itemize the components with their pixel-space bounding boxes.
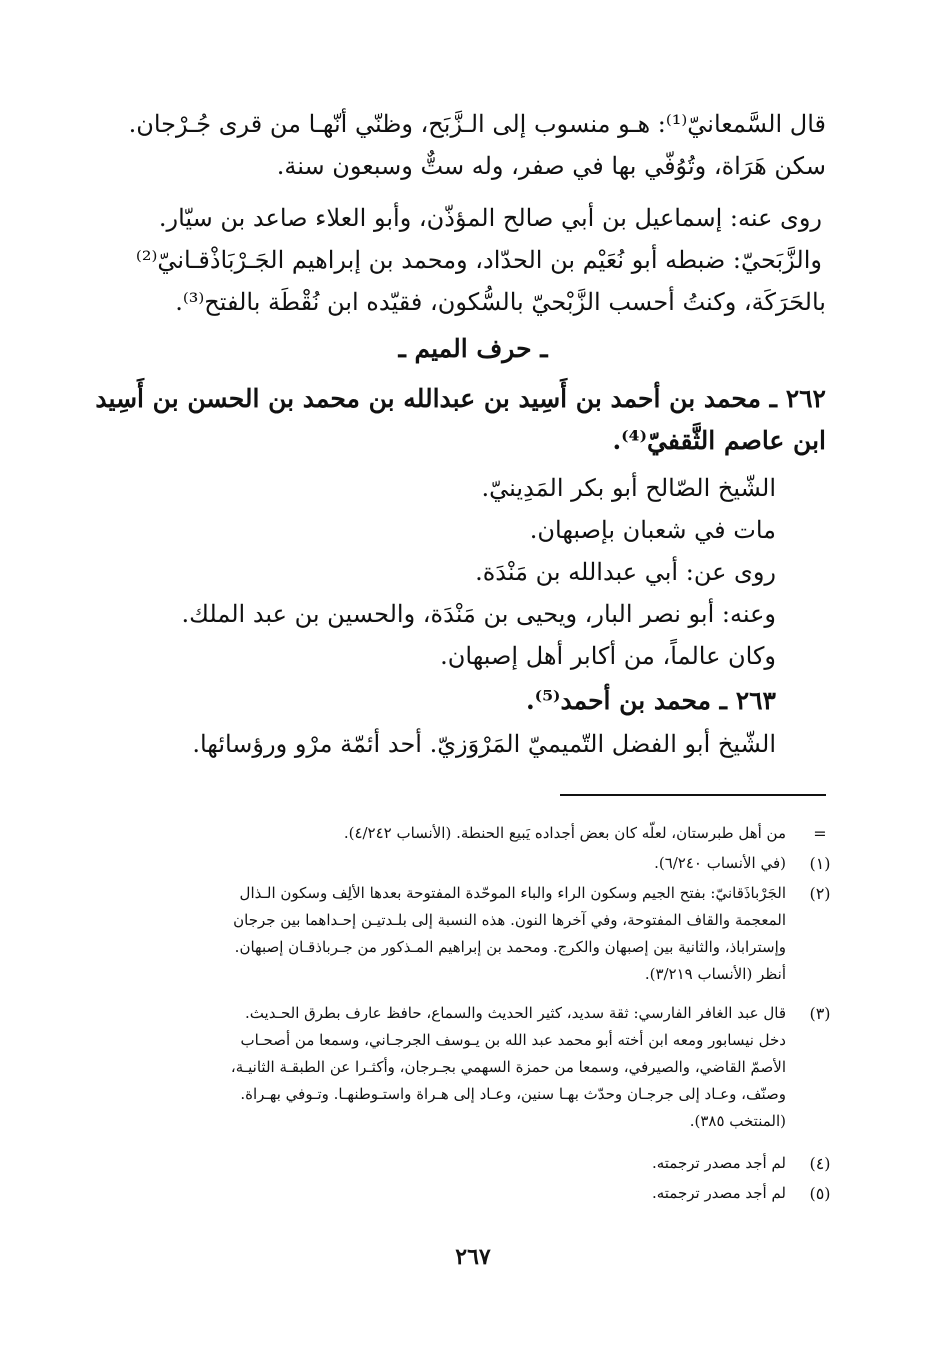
entry-262-line-1: الشّيخ الصّالح أبو بكر المَدِينيّ.	[481, 474, 776, 502]
entry-263-title: ٢٦٣ ـ محمد بن أحمد⁽⁵⁾.	[525, 686, 776, 715]
footnote-cont-line-1: من أهل طبرستان، لعلّه كان بعض أجداده يَبيع الحنطة. (الأنساب ٤/٢٤٢).	[343, 824, 786, 842]
body-line-2: سكن هَرَاة، وتُوُفّي بها في صفر، وله ستٌّ وسبعون سنة.	[276, 152, 826, 180]
footnote-5-line-1: لم أجد مصدر ترجمته.	[651, 1184, 786, 1202]
entry-263-line: الشّيخ أبو الفضل التّميميّ المَرْوَزيّ. أحد أئمّة مرْو ورؤسائها.	[192, 730, 776, 758]
page-number: ٢٦٧	[455, 1244, 491, 1270]
footnote-3-line-3: الأصمّ القاضي، والصيرفي، وسمعا من حمزة السهمي بجـرجان، وأكثـرا عن الطبقـة الثانيـة،	[230, 1058, 786, 1076]
footnote-2-line-1: الجَرْباذَقانيّ: بفتح الجيم وسكون الراء والباء الموحّدة المفتوحة بعدها الألِف وسكون الـذال	[239, 884, 786, 902]
footnote-4-line-1: لم أجد مصدر ترجمته.	[651, 1154, 786, 1172]
footnote-3-line-4: وصنّف، وعـاد إلى جرجـان وحدّث بهـا سنين، وعـاد إلى هـراة واستـوطنهـا. وتـوفي بهـراة.	[240, 1085, 786, 1103]
footnote-mark-cont: =	[813, 824, 827, 843]
body-line-3: روى عنه: إسماعيل بن أبي صالح المؤذّن، وأبو العلاء صاعد بن سيّار.	[158, 204, 822, 232]
footnote-mark-4: (٤)	[809, 1154, 831, 1173]
body-line-4: والزَّبَحيّ: ضبطه أبو نُعَيْم بن الحدّاد، ومحمد بن إبراهيم الجَـرْبَاذْقـانيّ⁽²⁾	[135, 246, 822, 274]
entry-262-line-3: روى عن: أبي عبدالله بن مَنْدَة.	[475, 558, 776, 586]
body-line-5: بالحَرَكَة، وكنتُ أحسب الزَّبْحيّ بالسُّكون، فقيّده ابن نُقْطَة بالفتح⁽³⁾.	[175, 288, 826, 316]
footnote-mark-1: (١)	[809, 854, 831, 873]
footnote-3-line-5: (المنتخب ٣٨٥).	[689, 1112, 786, 1130]
entry-262-line-4: وعنه: أبو نصر البار، ويحيى بن مَنْدَة، والحسين بن عبد الملك.	[181, 600, 776, 628]
section-heading: ـ حرف الميم ـ	[398, 334, 548, 363]
footnote-3-line-1: قال عبد الغافر الفارسي: ثقة سديد، كثير الحديث والسماع، حافظ عارف بطرق الحـديث.	[245, 1004, 786, 1022]
footnote-separator	[560, 794, 826, 796]
footnote-mark-5: (٥)	[809, 1184, 831, 1203]
entry-262-title-line1: ٢٦٢ ـ محمد بن أحمد بن أَسِيد بن عبدالله بن محمد بن الحسن بن أَسِيد	[95, 384, 826, 413]
footnote-2-line-4: أنظر (الأنساب ٣/٢١٩).	[644, 965, 786, 983]
body-line-1: قال السَّمعانيّ⁽¹⁾: هـو منسوب إلى الـزَّبَح، وظنّي أنّهـا من قرى جُـرْجان.	[128, 110, 826, 138]
entry-262-line-5: وكان عالماً، من أكابر أهل إصبهان.	[440, 642, 776, 670]
entry-262-line-2: مات في شعبان بإصبهان.	[529, 516, 776, 544]
footnote-2-line-2: المعجمة والقاف المفتوحة، وفي آخرها النون. هذه النسبة إلى بلـدتيـن إحـداهما بين جرجان	[233, 911, 786, 929]
footnote-3-line-2: دخل نيسابور ومعه ابن أخته أبو محمد عبد الله بن يـوسف الجرجـاني، وسمعا من أصحـاب	[240, 1031, 786, 1049]
footnote-2-line-3: وإستراباذ، والثانية بين إصبهان والكرج. ومحمد بن إبراهيم المـذكور من جـرباذقـان إصبهان.	[234, 938, 786, 956]
footnote-mark-3: (٣)	[809, 1004, 831, 1023]
footnote-1-line-1: (في الأنساب ٦/٢٤٠).	[654, 854, 786, 872]
footnote-mark-2: (٢)	[809, 884, 831, 903]
entry-262-title-line2: ابن عاصم الثَّقفيّ⁽⁴⁾.	[612, 426, 826, 455]
